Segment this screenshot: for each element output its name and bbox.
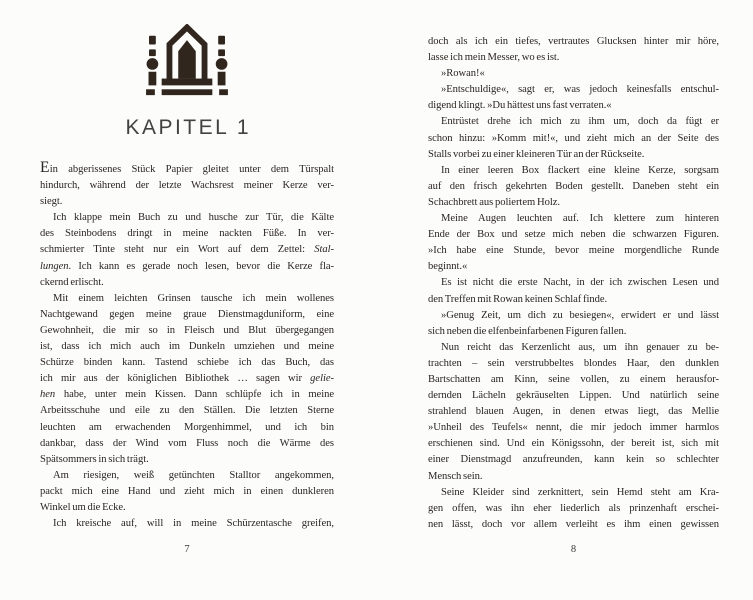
text-line: Ein abgerissenes Stück Papier gleitet unter dem Türspalt	[40, 159, 334, 176]
text-line: »Ich habe eine Stunde, bevor meine morgendliche Runde	[428, 245, 719, 257]
page-number-left: 7	[184, 544, 190, 555]
text-line: Winkel um die Ecke.	[40, 501, 126, 513]
text-line: sich neben die elfenbeinfarbenen Figuren fallen.	[428, 325, 627, 337]
text-column	[40, 160, 334, 532]
page-left	[40, 0, 334, 600]
text-line: digend klingt. »Du hättest uns fast verraten.«	[428, 100, 612, 112]
text-line: Entrüstet drehe ich mich zu ihm um, doch da fügt er	[441, 116, 719, 128]
text-line: auf den frisch gekehrten Boden gestellt. Daneben steht ein	[428, 180, 719, 192]
text-line: beginnt.«	[428, 261, 468, 273]
text-line: ich mir aus der königlichen Bibliothek … sagen wir gelie-	[40, 373, 334, 385]
text-line: Ende der Box und setze mich neben die schwarzen Figuren.	[428, 229, 719, 241]
text-line: Spätsommers in sich trägt.	[40, 453, 149, 465]
text-line: leuchten am erwachenden Morgenhimmel, und ich bin	[40, 421, 334, 433]
text-line: erschienen sind. Und ein Königssohn, der bereit ist, sich mit	[428, 438, 719, 450]
chapter-header	[40, 0, 334, 140]
text-line: lasse ich mein Messer, wo es ist.	[428, 52, 560, 64]
text-line: Seine Kleider sind zerknittert, sein Hemd steht am Kra-	[441, 486, 719, 498]
text-line: »Unheil des Teufels« nennt, die mir jedoch immer harmlos	[428, 422, 719, 434]
text-line: Schürze binden kann. Tastend schiebe ich das Buch, das	[40, 357, 334, 369]
text-line: siegt.	[40, 196, 63, 208]
throne-icon	[143, 24, 231, 100]
text-line: Mensch sein.	[428, 470, 483, 482]
text-line: Gewohnheit, die mir so in Fleisch und Blut übergegangen	[40, 324, 334, 336]
drop-cap: E	[40, 159, 50, 176]
text-line: »Genug Zeit, um dich zu besiegen«, erwidert er und lässt	[441, 309, 719, 321]
text-line: dankbar, dass der Wind vom Fluss noch die Wärme des	[40, 437, 334, 449]
text-line: »Rowan!«	[441, 68, 485, 80]
text-line: ist, dass ich mich auch im Dunkeln umziehen und meine	[40, 341, 334, 353]
text-line: Nachtgewand gegen meine graue Dienstmagduniform, eine	[40, 308, 334, 320]
chapter-title: KAPITEL 1	[125, 116, 252, 139]
text-line: Stalls vorbei zu einer kleineren Tür an der Rückseite.	[428, 148, 645, 160]
text-line: ckernd erlischt.	[40, 276, 104, 288]
text-line: »Entschuldige«, sagt er, was jedoch keinesfalls entschul-	[441, 84, 719, 96]
text-line: Ich kreische auf, will in meine Schürzentasche greifen,	[53, 518, 334, 530]
text-line: In einer leeren Box flackert eine kleine Kerze, sorgsam	[441, 164, 719, 176]
text-line: nen lässt, doch vor allem verleiht es ihm einen gewissen	[428, 518, 719, 530]
text-line: Am riesigen, weiß getünchten Stalltor angekommen,	[53, 469, 334, 481]
text-line: Ich klappe mein Buch zu und husche zur Tür, die Kälte	[53, 212, 334, 224]
text-line: trachten – sein verstrubbeltes blondes Haar, den dunklen	[428, 357, 719, 369]
text-line: Mit einem leichten Grinsen tausche ich mein wollenes	[53, 292, 334, 304]
page-number-right: 8	[570, 544, 577, 555]
text-line: gen offen, was ihn eher liederlich als prinzenhaft erschei-	[428, 502, 719, 514]
text-line: lungen. Ich kann es gerade noch lesen, bevor die Kerze fla-	[40, 260, 334, 272]
text-line: des Steinbodens dringt in meine nackten Füße. In ver-	[40, 228, 334, 240]
text-line: Schachbrett aus poliertem Holz.	[428, 196, 560, 208]
text-line: dernden Lächeln gekräuselten Lippen. Und natürlich seine	[428, 390, 719, 402]
text-line: packt mich eine Hand und zieht mich in einen dunkleren	[40, 485, 334, 497]
text-line: einer Dienstmagd anzufreunden, kann kein so schlechter	[428, 454, 719, 466]
text-line: hindurch, während der letzte Wachsrest meiner Kerze ver-	[40, 180, 334, 192]
text-line: schon hinzu: »Komm mit!«, und zieht mich an der Seite des	[428, 132, 719, 144]
text-line: Bartschatten am Kinn, seine vollen, zu einem herausfor-	[428, 373, 719, 385]
page-right	[428, 0, 719, 600]
text-line: doch als ich ein tiefes, vertrautes Glucksen hinter mir höre,	[428, 36, 719, 47]
text-line: Arbeitsschuhe und eile zu den Ställen. Die letzten Sterne	[40, 405, 334, 417]
text-line: Es ist nicht die erste Nacht, in der ich zwischen Lesen und	[441, 277, 719, 289]
text-column	[428, 34, 719, 533]
text-line: strahlend blauen Augen, in denen etwas liegt, das Mellie	[428, 406, 719, 418]
text-line: hen habe, unter mein Kissen. Dann schlüpfe ich in meine	[40, 389, 334, 401]
text-line: Nun reicht das Kerzenlicht aus, um ihn genauer zu be-	[441, 341, 719, 353]
text-line: schmierter Tinte steht nur ein Wort auf dem Zettel: Stal-	[40, 244, 334, 256]
text-line: Meine Augen leuchten auf. Ich klettere zum hinteren	[441, 213, 719, 225]
text-line: den Treffen mit Rowan keinen Schlaf finde.	[428, 293, 608, 305]
